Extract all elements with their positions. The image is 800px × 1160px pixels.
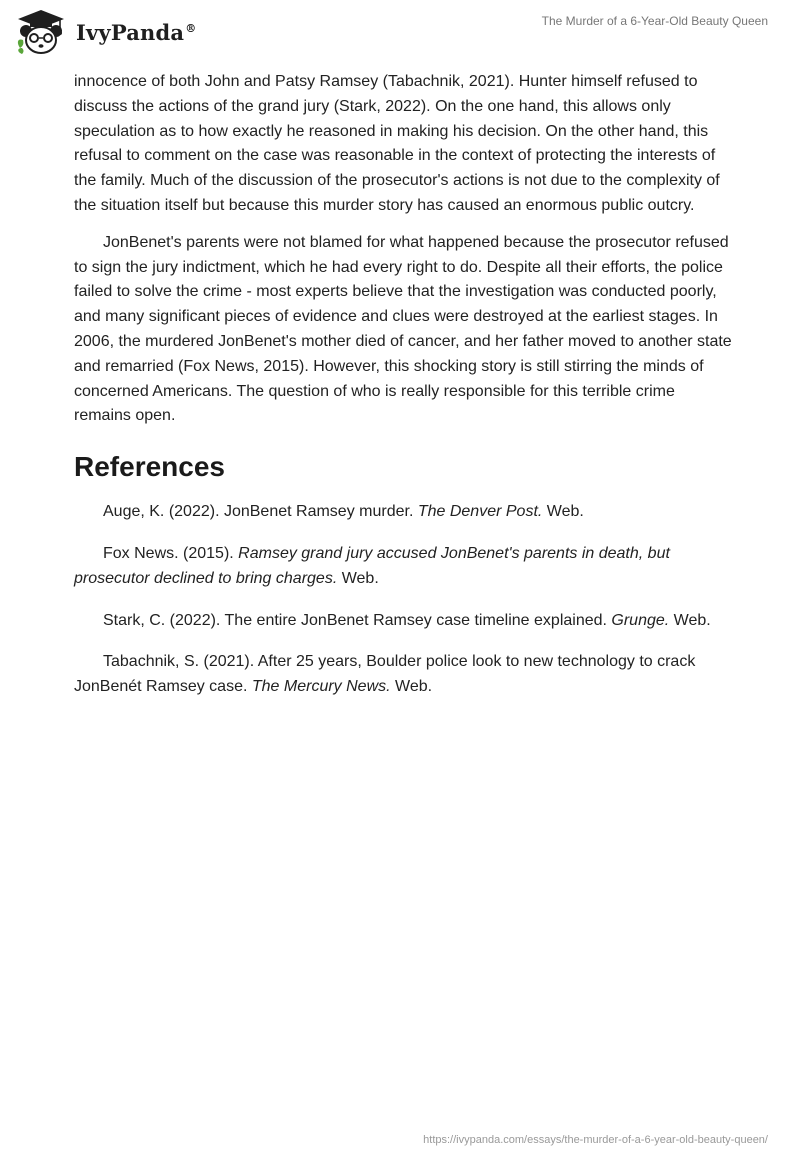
reference-suffix: Web.: [390, 678, 433, 696]
reference-text: Tabachnik, S. (2021). After 25 years, Boulder police look to new technology to crack JonBenét Ramsey case.: [74, 653, 696, 696]
reference-item: [74, 650, 734, 700]
page-header: [0, 0, 800, 70]
panda-graduation-cap-icon: [14, 8, 68, 56]
reference-item: [74, 500, 734, 525]
reference-suffix: Web.: [669, 611, 711, 629]
reference-source: The Mercury News.: [251, 678, 391, 696]
body-paragraph: JonBenet's parents were not blamed for what happened because the prosecutor refused to sign the jury indictment, which he had every right to do. Despite all their efforts, the police failed to solve the crime - most experts believe that the investigation was conducted poorly, and many significant pieces of evidence and clues were destroyed at the earliest stages. In 2006, the murdered JonBenet's mother died of cancer, and her father moved to another state and remarried (Fox News, 2015). However, this shocking story is still stirring the minds of concerned Americans. The question of who is really responsible for this terrible crime remains open.: [74, 233, 732, 425]
reference-text: Stark, C. (2022). The entire JonBenet Ramsey case timeline explained.: [103, 611, 612, 629]
reference-source: Ramsey grand jury accused JonBenet's parents in death, but prosecutor declined to bring charges.: [74, 544, 670, 587]
body-paragraph: innocence of both John and Patsy Ramsey (Tabachnik, 2021). Hunter himself refused to discuss the actions of the grand jury (Stark, 2022). On the one hand, this allows only speculation as to how exactly he reasoned in making his decision. On the other hand, this refusal to comment on the case was reasonable in the context of protecting the interests of the family. Much of the discussion of the prosecutor's actions is not due to the complexity of the situation itself but because this murder story has caused an enormous public outcry.: [74, 73, 720, 214]
reference-suffix: Web.: [337, 569, 379, 587]
reference-item: [74, 609, 734, 634]
logo-wordmark: [76, 20, 196, 45]
reference-suffix: Web.: [542, 503, 584, 521]
reference-source: Grunge.: [611, 611, 670, 629]
essay-content: [74, 70, 734, 717]
ivypanda-logo[interactable]: [14, 8, 196, 56]
footer-url[interactable]: https://ivypanda.com/essays/the-murder-of-a-6-year-old-beauty-queen/: [423, 1134, 768, 1146]
reference-source: The Denver Post.: [417, 503, 543, 521]
logo-text: IvyPanda: [76, 19, 185, 45]
references-heading: References: [74, 451, 225, 483]
document-title: The Murder of a 6-Year-Old Beauty Queen: [541, 14, 768, 28]
registered-mark: ®: [185, 21, 197, 35]
reference-item: [74, 542, 734, 592]
reference-text: Auge, K. (2022). JonBenet Ramsey murder.: [103, 503, 418, 521]
reference-text: Fox News. (2015).: [103, 544, 239, 562]
